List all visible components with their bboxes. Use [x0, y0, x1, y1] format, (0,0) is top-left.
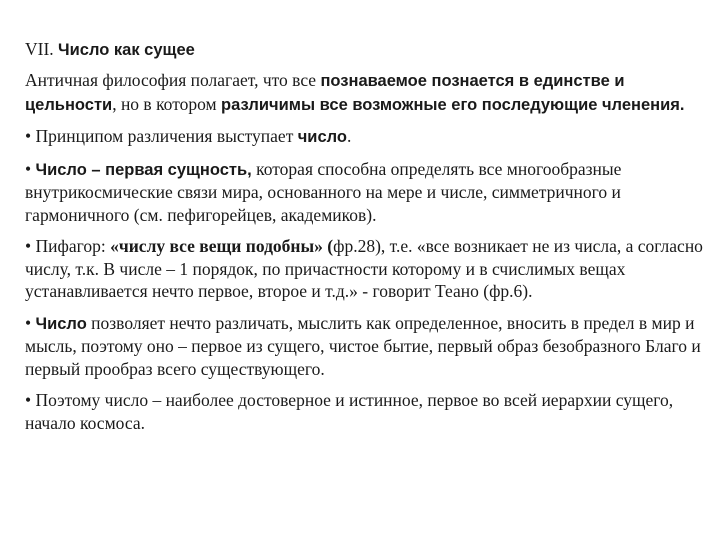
- bullet-3-text-1: • Пифагор:: [25, 236, 111, 256]
- bullet-1-text: • Принципом различения выступает: [25, 126, 298, 146]
- bullet-4-bold: Число: [35, 314, 87, 333]
- bullet-2-text: которая способна определять все многообразные внутрикосмические связи мира, основанного на мере и числе, симметричного и гармоничного (см. пефигорейцев, академиков).: [25, 158, 622, 225]
- bullet-3-bold: «числу все вещи подобны» (: [110, 236, 334, 256]
- bullet-4: [25, 312, 705, 381]
- title-text: Число как сущее: [58, 41, 195, 59]
- slide-content: [25, 38, 705, 434]
- bullet-2: [25, 158, 705, 227]
- bullet-5-text: • Поэтому число – наиболее достоверное и истинное, первое во всей иерархии сущего, начало космоса.: [25, 390, 674, 433]
- bullet-1: [25, 125, 705, 149]
- bullet-2-bold: Число – первая сущность,: [35, 160, 252, 179]
- bullet-5: [25, 389, 705, 434]
- intro-text-2: , но в котором: [112, 93, 221, 114]
- bullet-4-marker: •: [25, 312, 36, 333]
- bullet-3: [25, 235, 705, 303]
- title-numeral: VII.: [25, 39, 59, 59]
- intro-paragraph: [25, 69, 705, 116]
- intro-bold-2: различимы все возможные его последующие членения.: [220, 95, 685, 114]
- bullet-1-bold: число: [297, 128, 347, 146]
- slide-title: [25, 38, 705, 61]
- bullet-2-marker: •: [25, 158, 36, 179]
- bullet-4-text: позволяет нечто различать, мыслить как определенное, вносить в предел в мир и мысль, поэтому оно – первое из сущего, чистое бытие, первый образ безобразного Благо и первый прообраз всего существующего.: [25, 312, 701, 379]
- intro-text-1: Античная философия полагает, что все: [25, 70, 321, 90]
- intro-bold-1: познаваемое познается в единстве и цельности: [25, 72, 625, 114]
- bullet-1-end: .: [346, 126, 352, 146]
- bullet-3-text-2: фр.28), т.е. «все возникает не из числа, а согласно числу, т.к. В числе – 1 порядок, по причастности которому и в счислимых вещах устанавливается нечто первое, второе и т.д.» - говорит Теано (фр.6).: [25, 236, 703, 301]
